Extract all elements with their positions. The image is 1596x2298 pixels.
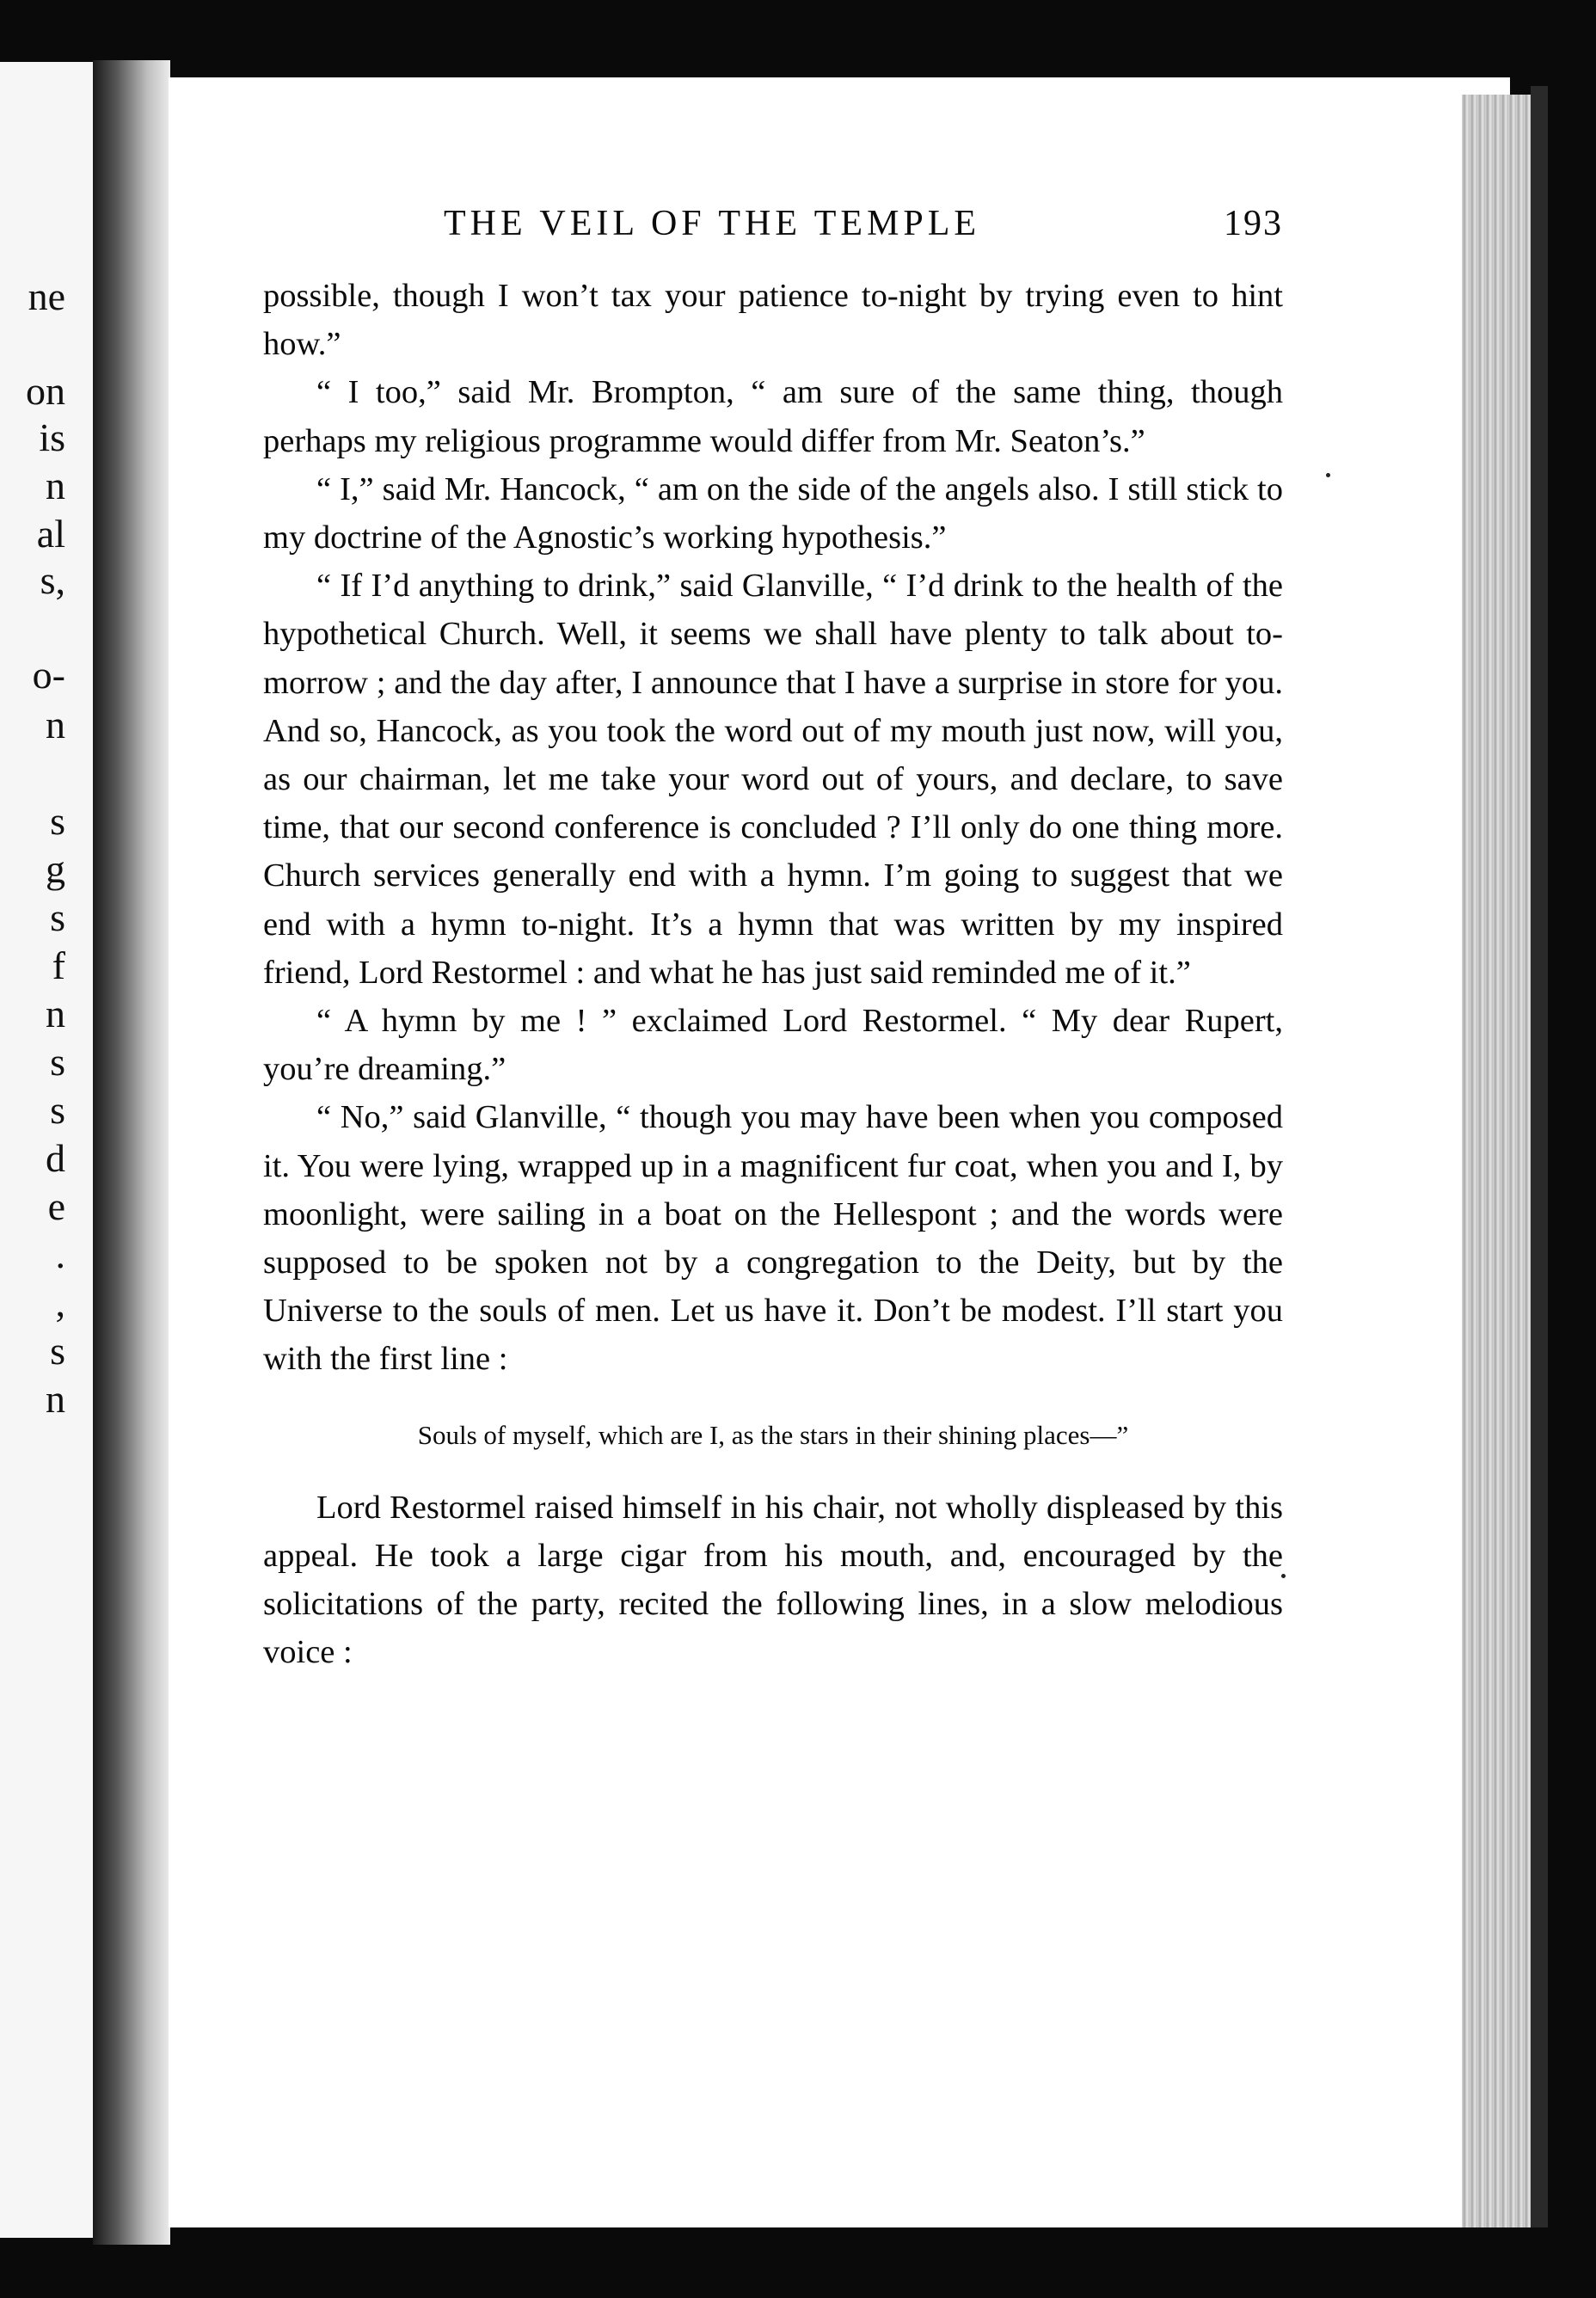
dust-speck (1326, 473, 1330, 477)
facing-page-fragment: s (50, 1040, 65, 1084)
facing-page-fragment: s (50, 1329, 65, 1373)
facing-page-fragment: s (50, 895, 65, 939)
running-head-title: THE VEIL OF THE TEMPLE (444, 204, 981, 243)
facing-page-fragment: n (46, 992, 65, 1035)
facing-page-fragment: n (46, 464, 65, 507)
book-gutter (93, 60, 170, 2245)
facing-page-fragment: n (46, 1377, 65, 1421)
facing-page-fragment: , (55, 1281, 65, 1324)
paragraph: possible, though I won’t tax your patience to-night by trying even to hint how.” (263, 278, 1283, 363)
body-text (263, 272, 1283, 1676)
verse-line: Souls of myself, which are I, as the stars in their shining places—” (417, 1419, 1129, 1450)
facing-page-fragment: f (52, 943, 65, 987)
facing-page-fragment: e (47, 1184, 65, 1228)
facing-page-fragment: ne (28, 274, 65, 318)
running-head (263, 203, 1283, 255)
paragraph: “ No,” said Glanville, “ though you may have been when you composed it. You were lying, wrapped up in a magnificent fur coat, when you and I, by moonlight, were sailing in a boat on the Hellespont ; and the words were supposed to be spoken not by a congregation to the Deity, but by the Universe to the souls of men. Let us have it. Don’t be modest. I’ll start you with the first line : (263, 1099, 1283, 1378)
paragraph: “ A hymn by me ! ” exclaimed Lord Restormel. “ My dear Rupert, you’re dreaming.” (263, 1003, 1283, 1088)
facing-page-fragment: s (50, 799, 65, 843)
page-number: 193 (1224, 204, 1283, 243)
facing-page-fragment: g (46, 847, 65, 891)
facing-page-edge (0, 62, 93, 2238)
facing-page-fragment: n (46, 703, 65, 747)
facing-page-fragment: is (39, 415, 65, 459)
page-stack-shadow (1531, 86, 1548, 2227)
page-text-block (263, 203, 1283, 2043)
facing-page-fragment: on (26, 369, 65, 413)
facing-page-fragment: s (50, 1088, 65, 1132)
paragraph: “ I,” said Mr. Hancock, “ am on the side of the angels also. I still stick to my doctrine of the Agnostic’s working hypothesis.” (263, 470, 1283, 556)
facing-page-fragment: o- (32, 653, 65, 697)
paragraph: “ I too,” said Mr. Brompton, “ am sure of the same thing, though perhaps my religious programme would differ from Mr. Seaton’s.” (263, 374, 1283, 459)
facing-page-fragment: . (55, 1232, 65, 1276)
facing-page-fragment: al (36, 512, 65, 556)
facing-page-fragment: s, (40, 558, 65, 602)
facing-page-fragment: d (46, 1136, 65, 1180)
paragraph: “ If I’d anything to drink,” said Glanville, “ I’d drink to the health of the hypothetical Church. Well, it seems we shall have plenty to talk about to-morrow ; and the day after, I announce that I have a surprise in store for you. And so, Hancock, as you took the word out of my mouth just now, will you, as our chairman, let me take your word out of yours, and declare, to save time, that our second conference is concluded ? I’ll only do one thing more. Church services generally end with a hymn. I’m going to suggest that we end with a hymn to-night. It’s a hymn that was written by my inspired friend, Lord Restormel : and what he has just said reminded me of it.” (263, 568, 1283, 991)
page-stack-edge (1462, 95, 1539, 2227)
paragraph: Lord Restormel raised himself in his chair, not wholly displeased by this appeal. He took a large cigar from his mouth, and, encouraged by the solicitations of the party, recited the following lines, in a slow melodious voice : (263, 1489, 1283, 1671)
